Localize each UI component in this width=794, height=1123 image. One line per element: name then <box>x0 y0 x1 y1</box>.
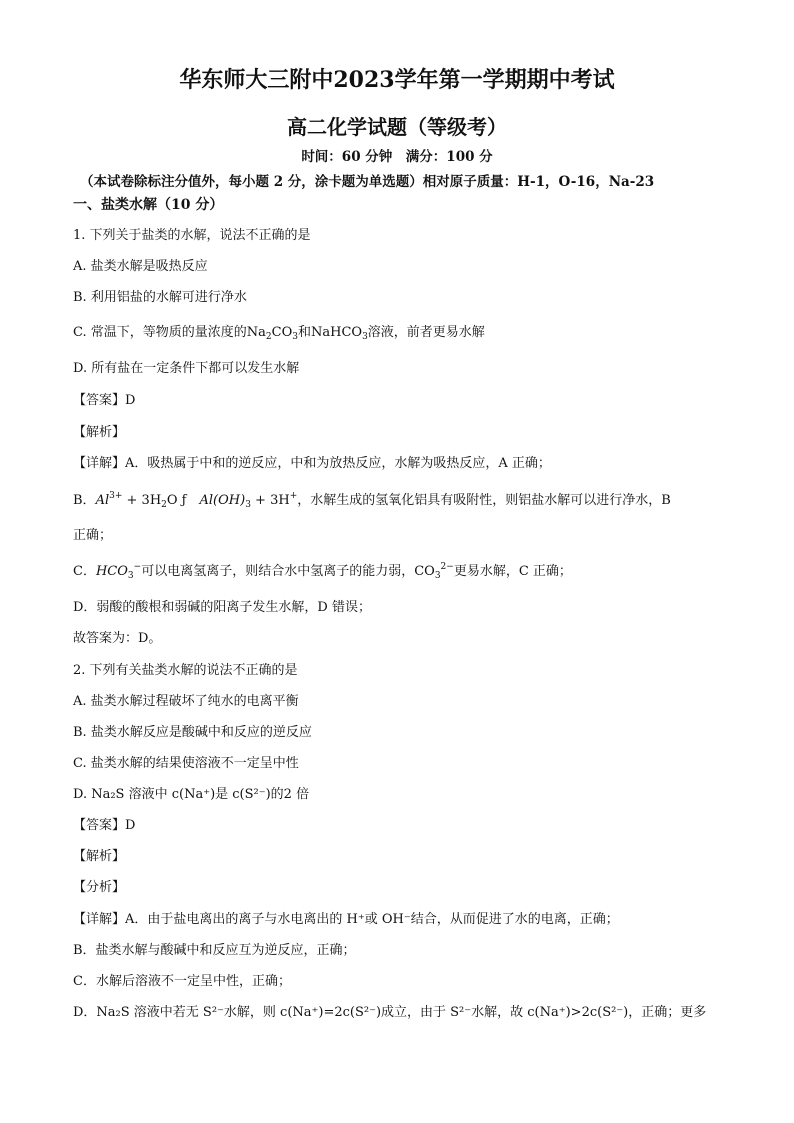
q1-option-b: B. 利用铝盐的水解可进行净水 <box>73 290 247 305</box>
q1-analysis: 【解析】 <box>73 425 126 440</box>
detail-b-text: ，水解生成的氢氧化铝具有吸附性，则铝盐水解可以进行净水，B <box>297 493 671 508</box>
exam-note: （本试卷除标注分值外，每小题 2 分，涂卡题为单选题）相对原子质量：H-1，O-16，Na-23 <box>80 174 655 190</box>
q1-detail-c <box>73 563 572 582</box>
formula-sub: 2 <box>265 332 272 342</box>
q1-option-a: A. 盐类水解是吸热反应 <box>73 259 208 274</box>
q1-conclusion: 故答案为：D。 <box>73 631 162 646</box>
q1-detail-b <box>73 492 671 511</box>
formula-hco: HCO <box>95 564 128 579</box>
q2-option-d: D. Na₂S 溶液中 c(Na⁺)是 c(S²⁻)的2 倍 <box>73 787 310 802</box>
q2-detail-b: B．盐类水解与酸碱中和反应互为逆反应，正确； <box>73 943 356 958</box>
q1-detail-d: D．弱酸的酸根和弱碱的阳离子发生水解，D 错误； <box>73 600 371 615</box>
formula-sup: 2− <box>440 562 454 572</box>
q2-fenxi: 【分析】 <box>73 880 126 895</box>
formula-sub: 3 <box>362 332 368 342</box>
q2-stem: 2. 下列有关盐类水解的说法不正确的是 <box>73 663 298 678</box>
q1-option-c-and: 和 <box>297 325 311 340</box>
q1-detail-a: 【详解】A．吸热属于中和的逆反应，中和为放热反应，水解为吸热反应，A 正确； <box>73 456 551 471</box>
eq-h: + 3H <box>250 493 290 508</box>
formula-sub: 3 <box>127 571 134 581</box>
eq-sub: 2 <box>161 500 167 510</box>
q1-option-d: D. 所有盐在一定条件下都可以发生水解 <box>73 361 300 376</box>
eq-sup: + <box>289 491 298 501</box>
eq-of: O ƒ <box>166 493 200 508</box>
formula-sup: − <box>133 562 142 572</box>
formula-na: Na <box>246 325 266 340</box>
q2-option-b: B. 盐类水解反应是酸碱中和反应的逆反应 <box>73 725 312 740</box>
q2-option-c: C. 盐类水解的结果使溶液不一定呈中性 <box>73 756 299 771</box>
formula-co: CO <box>271 325 293 340</box>
formula-sub: 3 <box>292 332 298 342</box>
detail-c-text1: 可以电离氢离子，则结合水中氢离子的能力弱， <box>141 564 415 579</box>
q2-analysis: 【解析】 <box>73 849 126 864</box>
q2-detail-a: 【详解】A．由于盐电离出的离子与水电离出的 H⁺或 OH⁻结合，从而促进了水的电离，正确； <box>73 912 619 927</box>
q1-answer: 【答案】D <box>73 393 136 408</box>
formula-co3: CO <box>414 564 435 579</box>
exam-title: 华东师大三附中2023学年第一学期期中考试 <box>179 67 615 93</box>
eq-aloh: Al(OH) <box>199 493 246 508</box>
q1-option-c-post: 溶液，前者更易水解 <box>367 325 485 340</box>
eq-sub: 3 <box>245 500 251 510</box>
eq-mid: + 3H <box>122 493 162 508</box>
q1-option-c <box>73 324 485 343</box>
eq-sup: 3+ <box>109 491 123 501</box>
formula-nahco: NaHCO <box>310 325 363 340</box>
detail-b-label: B． <box>73 493 96 508</box>
q2-option-a: A. 盐类水解过程破坏了纯水的电离平衡 <box>73 694 299 709</box>
section-title: 一、盐类水解（10 分） <box>73 197 224 213</box>
formula-sub: 3 <box>434 571 441 581</box>
q1-detail-b-cont: 正确； <box>73 528 113 543</box>
q1-option-c-pre: C. 常温下，等物质的量浓度的 <box>73 325 247 340</box>
q2-answer: 【答案】D <box>73 818 136 833</box>
exam-subtitle: 高二化学试题（等级考） <box>287 115 507 139</box>
detail-c-text2: 更易水解，C 正确； <box>453 564 572 579</box>
detail-c-label: C． <box>73 564 96 579</box>
time-score: 时间：60 分钟 满分：100 分 <box>301 149 493 165</box>
q2-detail-d: D．Na₂S 溶液中若无 S²⁻水解，则 c(Na⁺)=2c(S²⁻)成立，由于 S²⁻水解，故 c(Na⁺)>2c(S²⁻)，正确；更多 <box>73 1005 707 1020</box>
eq-al: Al <box>95 493 110 508</box>
q1-stem: 1. 下列关于盐类的水解，说法不正确的是 <box>73 228 311 243</box>
q2-detail-c: C．水解后溶液不一定呈中性，正确； <box>73 974 291 989</box>
